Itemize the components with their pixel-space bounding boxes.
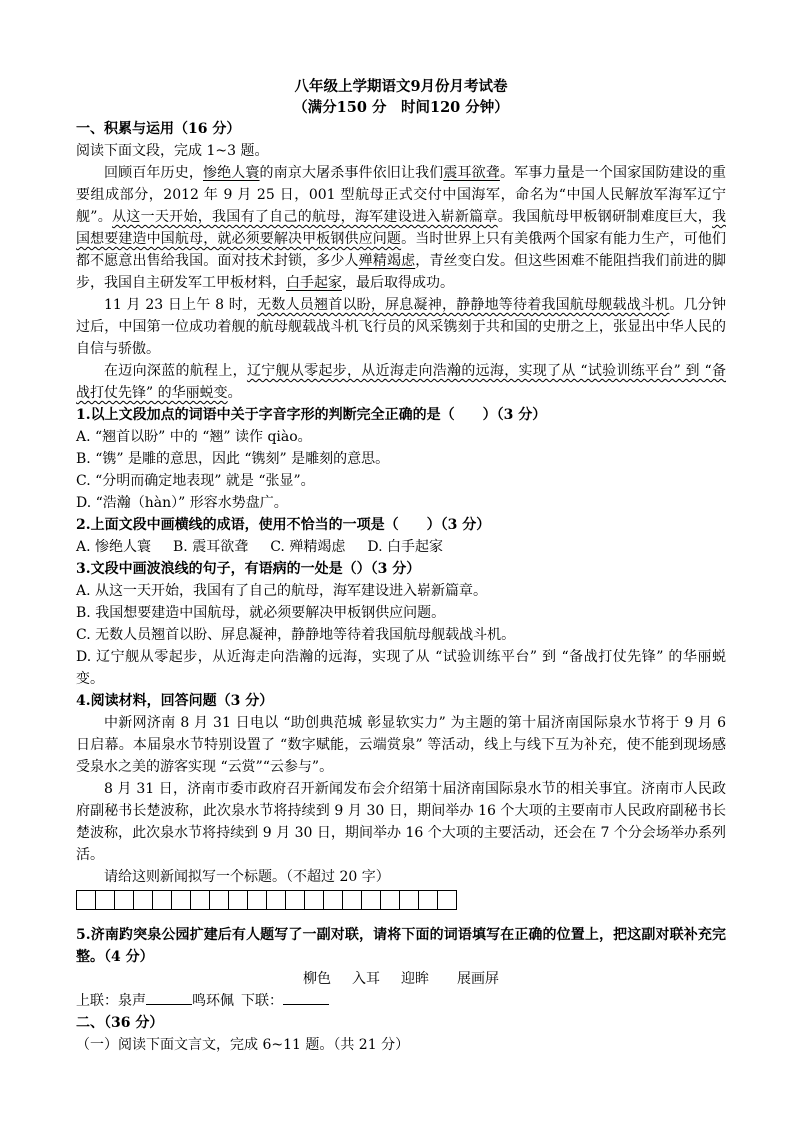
answer-cell[interactable] xyxy=(342,890,362,910)
passage-paragraph-2: 11 月 23 日上午 8 时，无数人员翘首以盼，屏息凝神，静静地等待着我国航母舰载战斗机。几分钟过后，中国第一位成功着舰的航母舰载战斗机飞行员的风采镌刻于共和国的史册之上，张显出中华人民的自信与骄傲。 xyxy=(76,297,727,357)
question-1-option-a: A. “翘首以盼” 中的 “翘” 读作 qiào。 xyxy=(76,429,312,445)
question-2-option-a: A. 惨绝人寰 xyxy=(76,539,152,555)
question-3-stem: 3.文段中画波浪线的句子，有语病的一处是（）（3 分） xyxy=(76,561,421,577)
question-3-option-a: A. 从这一天开始，我国有了自己的航母，海军建设进入崭新篇章。 xyxy=(76,583,488,599)
exam-subtitle: （满分150 分 时间120 分钟） xyxy=(293,99,509,116)
question-1-stem: 1.以上文段加点的词语中关于字音字形的判断完全正确的是（ ）（3 分） xyxy=(76,407,547,423)
question-4-material-1: 中新网济南 8 月 31 日电以 “助创典范城 彰显软实力” 为主题的第十届济南国际泉水节将于 9 月 6 日启幕。本届泉水节特别设置了 “数字赋能，云端赏泉” 等活动，线上与线下互为补充，使不能到现场感受泉水之美的游客实现 “云赏”“云参与”。 xyxy=(76,715,726,775)
sentence-wavy: 从这一天开始，我国有了自己的航母，海军建设进入崭新篇章 xyxy=(112,209,498,225)
idiom-underlined: 惨绝人寰 xyxy=(202,165,260,181)
question-2-stem: 2.上面文段中画横线的成语，使用不恰当的一项是（ ）（3 分） xyxy=(76,517,491,533)
answer-cell[interactable] xyxy=(228,890,248,910)
answer-cell[interactable] xyxy=(171,890,191,910)
sentence-wavy: 无数人员翘首以盼，屏息凝神，静静地等待着我国航母舰载战斗机 xyxy=(257,297,670,313)
answer-cell[interactable] xyxy=(95,890,115,910)
question-4-task: 请给这则新闻拟写一个标题。（不超过 20 字） xyxy=(104,869,390,885)
question-1-option-c: C. “分明而确定地表现” 就是 “张显”。 xyxy=(76,473,315,489)
exam-page xyxy=(76,76,726,1056)
idiom-underlined: 震耳欲聋 xyxy=(443,165,500,181)
answer-cell[interactable] xyxy=(380,890,400,910)
passage-paragraph-1: 回顾百年历史，惨绝人寰的南京大屠杀事件依旧让我们震耳欲聋。军事力量是一个国家国防建设的重要组成部分，2012 年 9 月 25 日，001 型航母正式交付中国海军，命名为“中国人民解放军海军辽宁舰”。从这一天开始，我国有了自己的航母，海军建设进入崭新篇章。我国航母甲板钢研制难度巨大，我国想要建造中国航母，就必须要解决甲板钢供应问题。当时世界上只有美俄两个国家有能力生产，可他们都不愿意出售给我国。面对技术封锁，多少人殚精竭虑，青丝变白发。但这些困难不能阻挡我们前进的脚步，我国自主研发军工甲板材料，白手起家，最后取得成功。 xyxy=(76,165,727,291)
idiom-underlined: 殚精竭虑 xyxy=(358,253,416,269)
question-1-option-b: B. “镌” 是雕的意思，因此 “镌刻” 是雕刻的意思。 xyxy=(76,451,390,467)
answer-cell[interactable] xyxy=(399,890,419,910)
question-3-option-d: D. 辽宁舰从零起步，从近海走向浩瀚的远海，实现了从 “试验训练平台” 到 “备战打仗先锋” 的华丽蜕变。 xyxy=(76,649,726,687)
question-1-option-d: D. “浩瀚（hàn）” 形容水势盘广。 xyxy=(76,495,288,511)
answer-cell[interactable] xyxy=(114,890,134,910)
sentence-wavy: 我国想要建造中国航母，就必须要解决甲板钢供应问题 xyxy=(76,209,726,247)
section2-sub1: （一）阅读下面文言文，完成 6~11 题。（共 21 分） xyxy=(76,1037,410,1053)
answer-cell[interactable] xyxy=(247,890,267,910)
sentence-wavy: 辽宁舰从零起步，从近海走向浩瀚的远海，实现了从 “试验训练平台” 到 “备战打仗先锋” 的华丽蜕变 xyxy=(76,363,727,401)
question-2-option-d: D. 白手起家 xyxy=(367,539,443,555)
answer-cell[interactable] xyxy=(285,890,305,910)
question-5-stem: 5.济南趵突泉公园扩建后有人题写了一副对联，请将下面的词语填写在正确的位置上，把这副对联补充完整。（4 分） xyxy=(76,927,726,965)
passage-paragraph-3: 在迈向深蓝的航程上，辽宁舰从零起步，从近海走向浩瀚的远海，实现了从 “试验训练平台” 到 “备战打仗先锋” 的华丽蜕变。 xyxy=(76,363,727,401)
upper-couplet-blank[interactable] xyxy=(146,990,192,1005)
answer-cell[interactable] xyxy=(361,890,381,910)
question-5-words xyxy=(76,968,726,990)
question-3-option-c: C. 无数人员翘首以盼、屏息凝神，静静地等待着我国航母舰载战斗机。 xyxy=(76,627,516,643)
answer-cell[interactable] xyxy=(133,890,153,910)
answer-cell[interactable] xyxy=(418,890,438,910)
answer-cell[interactable] xyxy=(266,890,286,910)
answer-cell[interactable] xyxy=(76,890,96,910)
couplet-line: 上联：泉声 鸣环佩 下联： xyxy=(76,990,726,1012)
answer-grid[interactable] xyxy=(76,890,726,910)
idiom-underlined: 白手起家 xyxy=(286,275,342,291)
word-option: 迎眸 xyxy=(401,971,429,987)
answer-cell[interactable] xyxy=(323,890,343,910)
question-2-option-c: C. 殚精竭虑 xyxy=(270,539,346,555)
answer-cell[interactable] xyxy=(304,890,324,910)
section1-instruction: 阅读下面文段，完成 1~3 题。 xyxy=(76,143,269,159)
section2-heading: 二、（36 分） xyxy=(76,1015,164,1031)
answer-cell[interactable] xyxy=(190,890,210,910)
word-option: 入耳 xyxy=(352,971,380,987)
word-option: 展画屏 xyxy=(457,971,499,987)
answer-cell[interactable] xyxy=(437,890,457,910)
answer-cell[interactable] xyxy=(152,890,172,910)
lower-couplet-blank[interactable] xyxy=(283,990,329,1005)
exam-title: 八年级上学期语文9月份月考试卷 xyxy=(294,78,508,95)
question-2-option-b: B. 震耳欲聋 xyxy=(173,539,249,555)
question-4-material-2: 8 月 31 日，济南市委市政府召开新闻发布会介绍第十届济南国际泉水节的相关事宜。济南市人民政府副秘书长楚波称，此次泉水节将持续到 9 月 30 日，期间举办 16 个大项的主要南市人民政府副秘书长楚波称，此次泉水节将持续到 9 月 30 日，期间举办 16 个大项的主要活动，还会在 7 个分会场举办系列活。 xyxy=(76,781,726,863)
section1-heading: 一、积累与运用（16 分） xyxy=(76,121,241,137)
word-option: 柳色 xyxy=(303,971,331,987)
answer-cell[interactable] xyxy=(209,890,229,910)
question-2-options xyxy=(76,536,726,558)
question-3-option-b: B. 我国想要建造中国航母，就必须要解决甲板钢供应问题。 xyxy=(76,605,446,621)
question-4-stem: 4.阅读材料，回答问题（3 分） xyxy=(76,693,274,709)
